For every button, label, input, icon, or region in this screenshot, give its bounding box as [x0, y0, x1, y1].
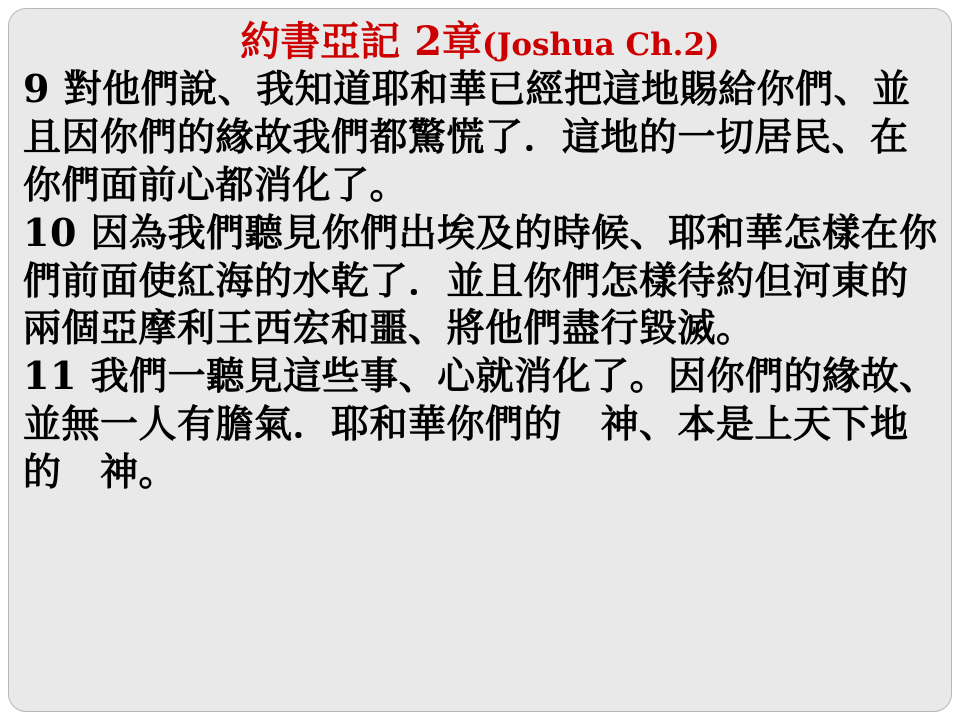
verse-list	[9, 65, 951, 496]
verse-item	[23, 352, 939, 496]
slide-title	[9, 9, 951, 65]
verse-number: 11	[23, 353, 77, 399]
verse-item	[23, 209, 939, 353]
title-sub-text: (Joshua Ch.2)	[482, 27, 720, 63]
verse-number: 9	[23, 66, 50, 111]
title-main-text: 約書亞記 2章	[240, 18, 483, 65]
verse-number: 10	[23, 209, 77, 255]
verse-text: 因為我們聽見你們出埃及的時候、耶和華怎樣在你們前面使紅海的水乾了．並且你們怎樣待約但河東的兩個亞摩利王西宏和噩、將他們盡行毀滅。	[23, 209, 938, 351]
verse-text: 對他們說、我知道耶和華已經把這地賜給你們、並且因你們的緣故我們都驚慌了．這地的一切居民、在你們面前心都消化了。	[23, 66, 911, 207]
verse-item	[23, 65, 939, 209]
slide-container	[8, 8, 952, 712]
verse-text: 我們一聽見這些事、心就消化了。因你們的緣故、並無一人有膽氣．耶和華你們的 神、本是上天下地的 神。	[23, 353, 938, 494]
